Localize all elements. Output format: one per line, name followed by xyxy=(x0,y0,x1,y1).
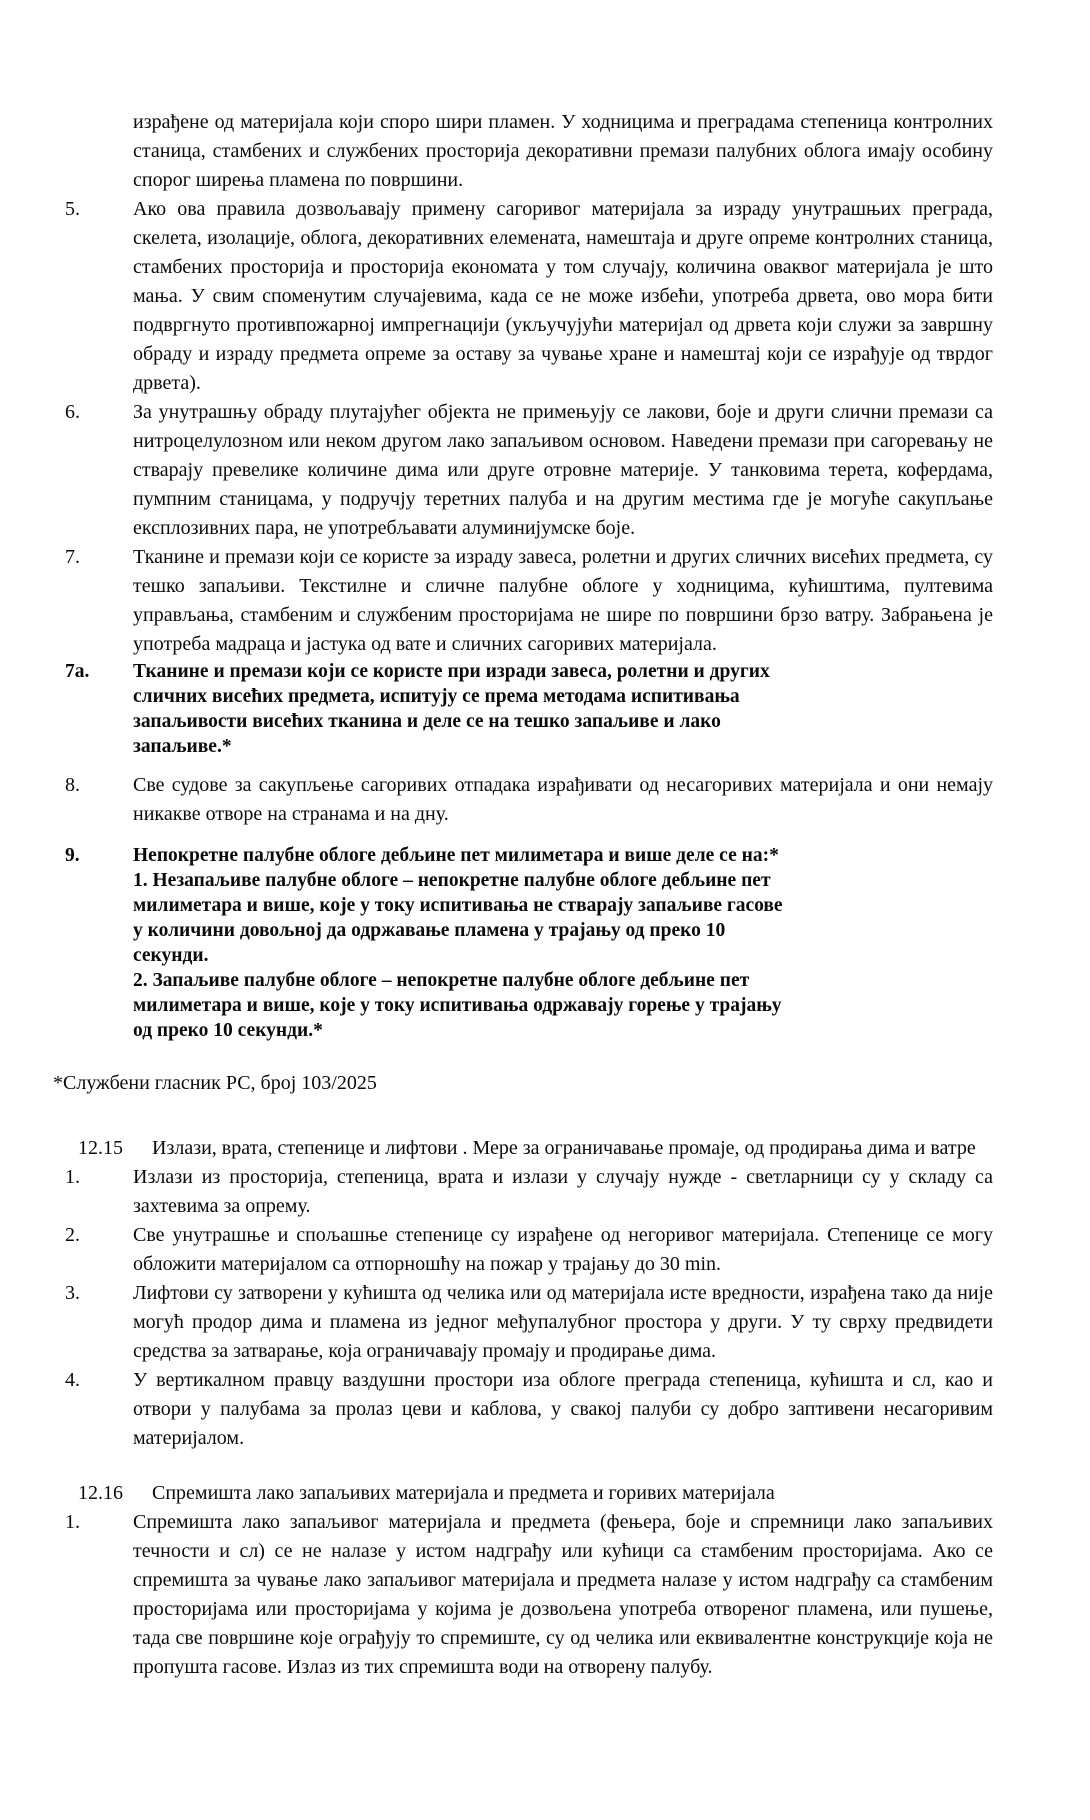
paragraph-line: израђене од материјала који споро шири пламен. У ходницима и преградама степеница контролних станица, стамбених и службених просторија декоративни премази палубних облога имају особину спорог ширења пламена по површини. xyxy=(133,111,993,191)
paragraph-block xyxy=(65,398,993,543)
paragraph-number: 6. xyxy=(65,401,80,423)
paragraph-body xyxy=(133,1508,993,1682)
paragraph-block xyxy=(65,659,993,759)
paragraph-line: Непокретне палубне облоге дебљине пет милиметара и више деле се на:* xyxy=(133,845,779,866)
paragraph-body xyxy=(133,659,793,759)
paragraph-body xyxy=(53,1069,993,1098)
paragraph-line: 2. Запаљиве палубне облоге – непокретне палубне облоге дебљине пет милиметара и више, које у току испитивања одржавају горење у трајању од преко 10 секунди.* xyxy=(133,970,782,1041)
paragraph-block xyxy=(65,1508,993,1682)
paragraph-body xyxy=(133,1366,993,1453)
paragraph-body xyxy=(152,1134,993,1163)
paragraph-number: 1. xyxy=(65,1166,80,1188)
paragraph-line: Тканине и премази који се користе за израду завеса, ролетни и других сличних висећих предмета, су тешко запаљиви. Текстилне и сличне палубне облоге у ходницима, кућиштима, пултевима управљања, стамбеним и службеним просторијама не шире по површини брзо ватру. Забрањена је употреба мадраца и јастука од вате и сличних сагоривих материјала. xyxy=(133,546,993,655)
paragraph-body xyxy=(133,195,993,398)
paragraph-body xyxy=(133,398,993,543)
paragraph-line: Излази из просторија, степеница, врата и излази у случају нужде - светларници су у складу са захтевима за опрему. xyxy=(133,1166,993,1217)
paragraph-block xyxy=(65,771,993,829)
paragraph-number: 1. xyxy=(65,1511,80,1533)
paragraph-body xyxy=(133,771,993,829)
paragraph-number: 8. xyxy=(65,774,80,796)
paragraph-body xyxy=(133,843,793,1043)
paragraph-block xyxy=(65,1221,993,1279)
paragraph-block xyxy=(65,1279,993,1366)
paragraph-line: Спремишта лако запаљивог материјала и предмета (фењера, боје и спремници лако запаљивих течности и сл) се не налазе у истом надграђу или кућици са стамбеним просторијама. Ако се спремишта за чување лако запаљивог материјала и предмета налазе у истом надграђу са стамбеним просторијама или просторијама у којима је дозвољена употреба отвореног пламена, или пушење, тада све површине које ограђују то спремиште, су од челика или еквивалентне конструкције која не пропушта гасове. Излаз из тих спремишта води на отворену палубу. xyxy=(133,1511,993,1678)
paragraph-line: Спремишта лако запаљивих материјала и предмета и горивих материјала xyxy=(152,1482,775,1504)
paragraph-number: 12.15 xyxy=(78,1137,123,1159)
paragraph-line: 1. Незапаљиве палубне облоге – непокретне палубне облоге дебљине пет милиметара и више, које у току испитивања не стварају запаљиве гасове у количини довољној да одржавање пламена у трајању од преко 10 секунди. xyxy=(133,870,783,966)
paragraph-block xyxy=(65,1163,993,1221)
paragraph-line: Излази, врата, степенице и лифтови . Мере за ограничавање промаје, од продирања дима и ватре xyxy=(152,1137,976,1159)
paragraph-number: 12.16 xyxy=(78,1482,123,1504)
paragraph-body xyxy=(133,108,993,195)
paragraph-block xyxy=(65,1366,993,1453)
paragraph-block xyxy=(65,543,993,659)
paragraph-line: Тканине и премази који се користе при изради завеса, ролетни и других сличних висећих предмета, испитују се према методама испитивања запаљивости висећих тканина и деле се на тешко запаљиве и лако запаљиве.* xyxy=(133,661,770,757)
paragraph-number: 7а. xyxy=(65,661,90,682)
paragraph-number: 2. xyxy=(65,1224,80,1246)
paragraph-line: Све судове за сакупљење сагоривих отпадака израђивати од несагоривих материјала и они немају никакве отворе на странама и на дну. xyxy=(133,774,993,825)
paragraph-line: За унутрашњу обраду плутајућег објекта не примењују се лакови, боје и други слични премази са нитроцелулозном или неком другом лако запаљивом основом. Наведени премази при сагоревању не стварају превелике количине дима или друге отровне материје. У танковима терета, кофердама, пумпним станицама, у подручју теретних палуба и на другим местима где је могуће сакупљање експлозивних пара, не употребљавати алуминијумске боје. xyxy=(133,401,993,539)
paragraph-block xyxy=(65,1134,993,1163)
paragraph-line: *Службени гласник РС, број 103/2025 xyxy=(53,1072,377,1094)
paragraph-block xyxy=(65,108,993,195)
paragraph-line: Све унутрашње и спољашње степенице су израђене од негоривог материјала. Степенице се могу обложити материјалом са отпорношћу на пожар у трајању до 30 min. xyxy=(133,1224,993,1275)
document-content xyxy=(53,108,993,1682)
paragraph-number: 5. xyxy=(65,198,80,220)
paragraph-body xyxy=(152,1479,993,1508)
paragraph-line: Лифтови су затворени у кућишта од челика или од материјала исте вредности, израђена тако да није могућ продор дима и пламена из једног међупалубног простора у други. У ту сврху предвидети средства за затварање, која ограничавају промају и продирање дима. xyxy=(133,1282,993,1362)
paragraph-block xyxy=(65,1479,993,1508)
paragraph-number: 4. xyxy=(65,1369,80,1391)
paragraph-number: 3. xyxy=(65,1282,80,1304)
paragraph-body xyxy=(133,543,993,659)
paragraph-line: У вертикалном правцу ваздушни простори иза облоге преграда степеница, кућишта и сл, као и отвори у палубама за пролаз цеви и каблова, у свакој палуби су добро заптивени несагоривим материјалом. xyxy=(133,1369,993,1449)
paragraph-body xyxy=(133,1279,993,1366)
paragraph-block xyxy=(65,195,993,398)
paragraph-block xyxy=(65,843,993,1043)
paragraph-line: Ако ова правила дозвољавају примену сагоривог материјала за израду унутрашњих преграда, скелета, изолације, облога, декоративних елемената, намештаја и друге опреме контролних станица, стамбених просторија и просторија економата у том случају, количина оваквог материјала је што мања. У свим споменутим случајевима, када се не може избећи, употреба дрвета, ово мора бити подвргнуто противпожарној импрегнацији (укључујући материјал од дрвета који служи за завршну обраду и израду предмета опреме за оставу за чување хране и намештај који се израђује од тврдог дрвета). xyxy=(133,198,993,394)
paragraph-number: 9. xyxy=(65,845,80,866)
paragraph-body xyxy=(133,1221,993,1279)
paragraph-block xyxy=(53,1069,993,1098)
paragraph-body xyxy=(133,1163,993,1221)
paragraph-number: 7. xyxy=(65,546,80,568)
